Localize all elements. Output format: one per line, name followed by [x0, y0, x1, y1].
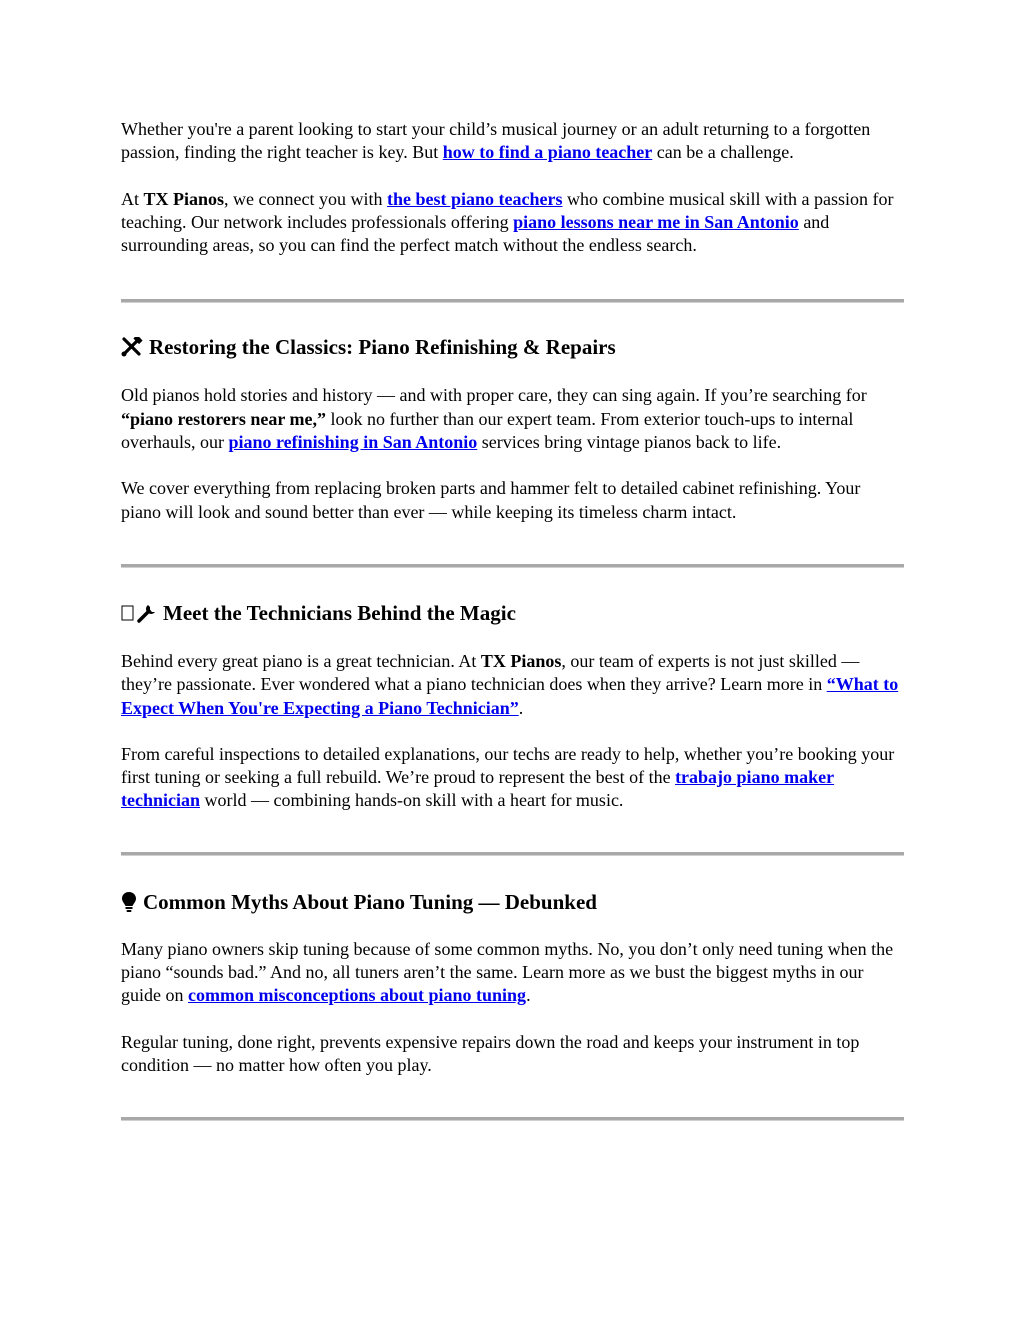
text-run: world — combining hands-on skill with a heart for music.	[200, 790, 624, 811]
text-run: , our team of experts is not just skilled — they’re passionate. Ever wondered what a piano technician does when they arrive? Learn more in	[121, 650, 860, 695]
text-run: and surrounding areas, so you can find the perfect match without the endless search.	[121, 211, 830, 256]
piano-lessons-san-antonio-link[interactable]: piano lessons near me in San Antonio	[513, 211, 799, 232]
section-heading-text: Meet the Technicians Behind the Magic	[163, 600, 516, 625]
text-run: , we connect you with	[224, 188, 387, 209]
best-piano-teachers-link[interactable]: the best piano teachers	[387, 188, 563, 209]
wrench-icon	[137, 603, 157, 623]
text-run: Many piano owners skip tuning because of some common myths. No, you don’t only need tuning when the piano “sounds bad.” And no, all tuners aren’t the same. Learn more as we bust the biggest myths in our guide on	[121, 938, 894, 1006]
section-paragraph	[121, 938, 904, 1008]
trabajo-piano-maker-technician-link[interactable]: trabajo piano maker technician	[121, 767, 835, 811]
section-paragraph	[121, 743, 904, 813]
text-run: From careful inspections to detailed explanations, our techs are ready to help, whether you’re booking your first tuning or seeking a full rebuild. We’re proud to represent the best of the	[121, 743, 895, 788]
section-heading-text: Common Myths About Piano Tuning — Debunked	[143, 889, 597, 914]
lightbulb-icon	[121, 891, 137, 913]
what-to-expect-technician-link[interactable]: “What to Expect When You're Expecting a Piano Technician”	[121, 674, 899, 718]
how-to-find-piano-teacher-link[interactable]: how to find a piano teacher	[442, 142, 653, 163]
bold-phrase: “piano restorers near me,”	[121, 408, 326, 429]
brand-name: TX Pianos	[143, 188, 225, 209]
text-run: .	[526, 985, 531, 1006]
text-run: services bring vintage pianos back to life.	[477, 432, 782, 453]
tools-icon	[121, 337, 143, 357]
piano-refinishing-san-antonio-link[interactable]: piano refinishing in San Antonio	[228, 432, 478, 453]
common-misconceptions-tuning-link[interactable]: common misconceptions about piano tuning	[188, 985, 527, 1006]
brand-name: TX Pianos	[480, 650, 562, 671]
text-run: Whether you're a parent looking to start your child’s musical journey or an adult returning to a forgotten passion, finding the right teacher is key. But	[121, 119, 871, 163]
intro-paragraph-2	[121, 188, 904, 258]
text-run: Behind every great piano is a great technician. At	[121, 650, 481, 671]
text-run: At	[121, 188, 144, 209]
text-run: who combine musical skill with a passion for teaching. Our network includes professionals offering	[121, 188, 894, 232]
section-paragraph: We cover everything from replacing broken parts and hammer felt to detailed cabinet refinishing. Your piano will look and sound better than ever — while keeping its timeless charm intact.	[121, 478, 861, 522]
document-page	[121, 118, 904, 1121]
section-paragraph	[121, 384, 904, 454]
section-paragraph: Regular tuning, done right, prevents expensive repairs down the road and keeps your instrument in top condition — no matter how often you play.	[121, 1031, 860, 1075]
section-heading-technicians	[121, 600, 904, 626]
section-divider	[121, 1117, 904, 1121]
text-run: can be a challenge.	[652, 142, 794, 163]
text-run: look no further than our expert team. From exterior touch-ups to internal overhauls, our	[121, 408, 854, 453]
section-heading-text: Restoring the Classics: Piano Refinishing & Repairs	[149, 335, 616, 360]
intro-paragraph-1	[121, 118, 904, 165]
text-run: Old pianos hold stories and history — and with proper care, they can sing again. If you’re searching for	[121, 385, 867, 406]
section-heading-myths	[121, 889, 904, 915]
section-paragraph	[121, 650, 904, 720]
section-heading-restoring	[121, 334, 904, 360]
missing-glyph-icon	[121, 604, 135, 622]
text-run: .	[518, 697, 524, 718]
